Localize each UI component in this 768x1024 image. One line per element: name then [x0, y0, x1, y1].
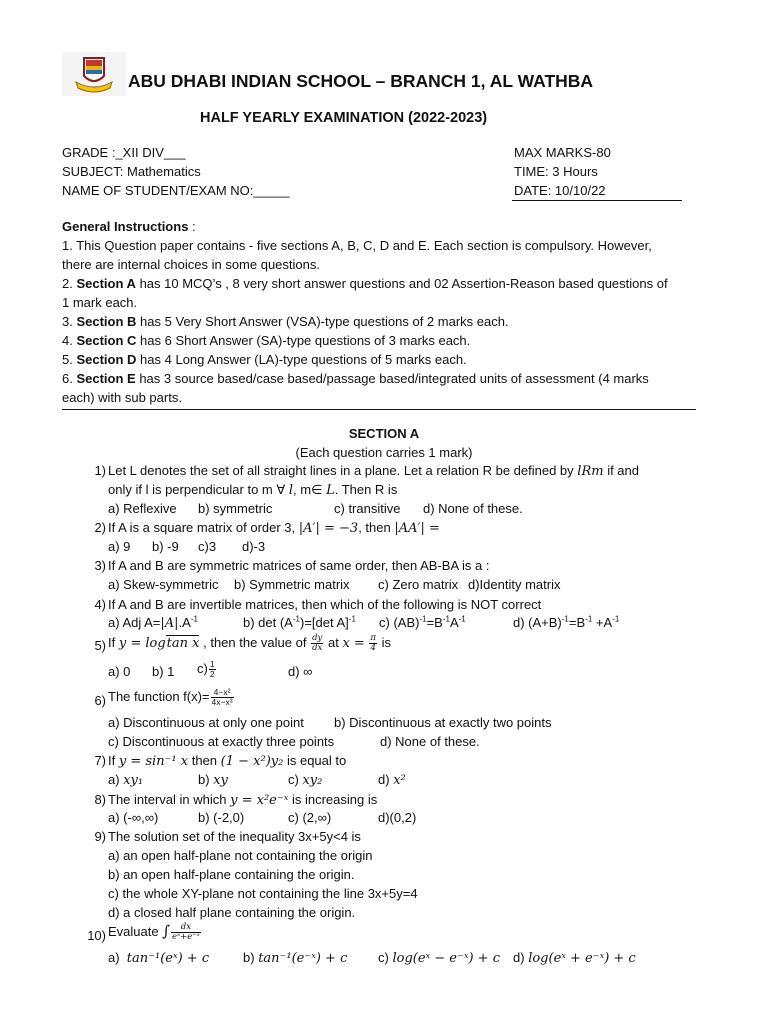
question-3-number: 3) [94, 558, 106, 573]
question-4-option-d: d) $(A+B)^{-1}=B^{-1} +A^{-1}$ [513, 614, 620, 630]
instruction-5: 5. Section D has 4 Long Answer (LA)-type questions of 5 marks each. [62, 352, 467, 367]
time-field: TIME: 3 Hours [514, 164, 598, 179]
question-8-option-d: d)(0,2) [378, 810, 417, 825]
exam-title: HALF YEARLY EXAMINATION (2022-2023) [200, 110, 488, 126]
question-7-option-d: d) x² [378, 772, 406, 788]
question-9-text: The solution set of the inequality 3x+5y<4 is [108, 829, 361, 844]
question-5-option-d: d) ∞ [288, 664, 313, 679]
question-6-number: 6) [94, 693, 106, 708]
instructions-heading: General Instructions : [62, 219, 196, 234]
question-9-option-d: d) a closed half plane containing the origin. [108, 905, 356, 920]
max-marks-field: MAX MARKS-80 [514, 145, 611, 160]
question-8-option-b: b) (-2,0) [198, 810, 245, 825]
instruction-2-cont: 1 mark each. [62, 295, 138, 310]
question-8-text: The interval in which y = x²e⁻ˣ is increasing is [108, 792, 378, 808]
question-5-text: If y = logtan x , then the value of $\frac{dy}{dx}$ at x = $\frac{\pi}{4}$ is [108, 633, 392, 653]
instruction-1: 1. This Question paper contains - five sections A, B, C, D and E. Each section is compulsory. However, [62, 238, 652, 253]
section-title: SECTION A [348, 426, 420, 441]
question-5-option-c: c) $\frac{1}{2}$ [197, 659, 215, 679]
question-9-option-b: b) an open half-plane containing the origin. [108, 867, 355, 882]
instructions-divider [62, 409, 696, 410]
instruction-2: 2. Section A has 10 MCQ’s , 8 very short answer questions and 02 Assertion-Reason based questions of [62, 276, 668, 291]
question-1-text: Let L denotes the set of all straight lines in a plane. Let a relation R be defined by lRm if and [108, 463, 639, 479]
question-1-number: 1) [94, 463, 106, 478]
question-5-option-b: b) 1 [152, 664, 175, 679]
question-7-option-b: b) xy [198, 772, 228, 788]
question-2-option-d: d)-3 [242, 539, 266, 554]
instruction-6-cont: each) with sub parts. [62, 390, 182, 405]
question-6-option-a: a) Discontinuous at only one point [108, 715, 304, 730]
question-6-option-d: d) None of these. [380, 734, 480, 749]
question-7-text: If y = sin⁻¹ x then (1 − x²)y₂ is equal to [108, 753, 347, 769]
question-2-text: If A is a square matrix of order 3, |A′| = −3, then |AA′| = [108, 520, 440, 536]
question-5-number: 5) [94, 638, 106, 653]
question-4-number: 4) [94, 597, 106, 612]
question-7-number: 7) [94, 753, 106, 768]
question-3-text: If A and B are symmetric matrices of same order, then AB-BA is a : [108, 558, 490, 573]
question-10-option-d: d) log(eˣ + e⁻ˣ) + c [513, 950, 636, 966]
instruction-4: 4. Section C has 6 Short Answer (SA)-type questions of 3 marks each. [62, 333, 471, 348]
student-name-field: NAME OF STUDENT/EXAM NO:_____ [62, 183, 290, 198]
question-7-option-c: c) xy₂ [288, 772, 323, 788]
question-1-option-a: a) Reflexive [108, 501, 177, 516]
grade-field: GRADE :_XII DIV___ [62, 145, 186, 160]
question-9-number: 9) [94, 829, 106, 844]
question-2-option-a: a) 9 [108, 539, 131, 554]
question-2-number: 2) [94, 520, 106, 535]
question-8-option-a: a) (-∞,∞) [108, 810, 159, 825]
question-4-option-b: b) $\det (A^{-1})=[\det$ A]$^{-1}$ [243, 614, 356, 630]
question-10-option-a: a) tan⁻¹(eˣ) + c [108, 950, 210, 966]
question-3-option-d: d)Identity matrix [468, 577, 561, 592]
question-4-option-c: c) $(AB)^{-1}=B^{-1}A^{-1}$ [379, 614, 466, 630]
instruction-1-cont: there are internal choices in some questions. [62, 257, 320, 272]
question-1-option-b: b) symmetric [198, 501, 273, 516]
question-1-option-c: c) transitive [334, 501, 401, 516]
question-4-text: If A and B are invertible matrices, then which of the following is NOT correct [108, 597, 542, 612]
question-2-option-c: c)3 [198, 539, 217, 554]
subject-field: SUBJECT: Mathematics [62, 164, 201, 179]
question-3-option-a: a) Skew-symmetric [108, 577, 219, 592]
question-6-text: The function f(x)= $\frac{\text{4−x²}}{\text{4x−x³}}$ [108, 687, 233, 707]
date-underline [512, 200, 682, 201]
section-note: (Each question carries 1 mark) [295, 445, 473, 460]
question-4-option-a: a) Adj $A=|A|.A^{-1}$ [108, 614, 198, 631]
question-6-option-c: c) Discontinuous at exactly three points [108, 734, 335, 749]
question-10-text: Evaluate ∫ $\frac{dx}{\text{eˣ+e⁻ˣ}}$ [108, 922, 200, 943]
question-9-option-a: a) an open half-plane not containing the origin [108, 848, 373, 863]
question-8-number: 8) [94, 792, 106, 807]
school-crest-logo [62, 52, 126, 96]
question-7-option-a: a) xy₁ [108, 772, 144, 788]
question-2-option-b: b) -9 [152, 539, 179, 554]
question-9-option-c: c) the whole XY-plane not containing the line 3x+5y=4 [108, 886, 418, 901]
question-10-number: 10) [87, 928, 106, 943]
question-8-option-c: c) (2,∞) [288, 810, 332, 825]
question-5-option-a: a) 0 [108, 664, 131, 679]
question-6-option-b: b) Discontinuous at exactly two points [334, 715, 552, 730]
school-name: ABU DHABI INDIAN SCHOOL – BRANCH 1, AL WATHBA [128, 71, 594, 91]
question-3-option-b: b) Symmetric matrix [234, 577, 350, 592]
question-1-option-d: d) None of these. [423, 501, 523, 516]
question-10-option-b: b) tan⁻¹(e⁻ˣ) + c [243, 950, 348, 966]
question-3-option-c: c) Zero matrix [378, 577, 459, 592]
date-field: DATE: 10/10/22 [514, 183, 606, 198]
instruction-3: 3. Section B has 5 Very Short Answer (VSA)-type questions of 2 marks each. [62, 314, 509, 329]
question-10-option-c: c) log(eˣ − e⁻ˣ) + c [378, 950, 500, 966]
instruction-6: 6. Section E has 3 source based/case based/passage based/integrated units of assessment (4 marks [62, 371, 649, 386]
question-1-text-cont: only if l is perpendicular to m ∀ l, m∈ L. Then R is [108, 482, 398, 498]
